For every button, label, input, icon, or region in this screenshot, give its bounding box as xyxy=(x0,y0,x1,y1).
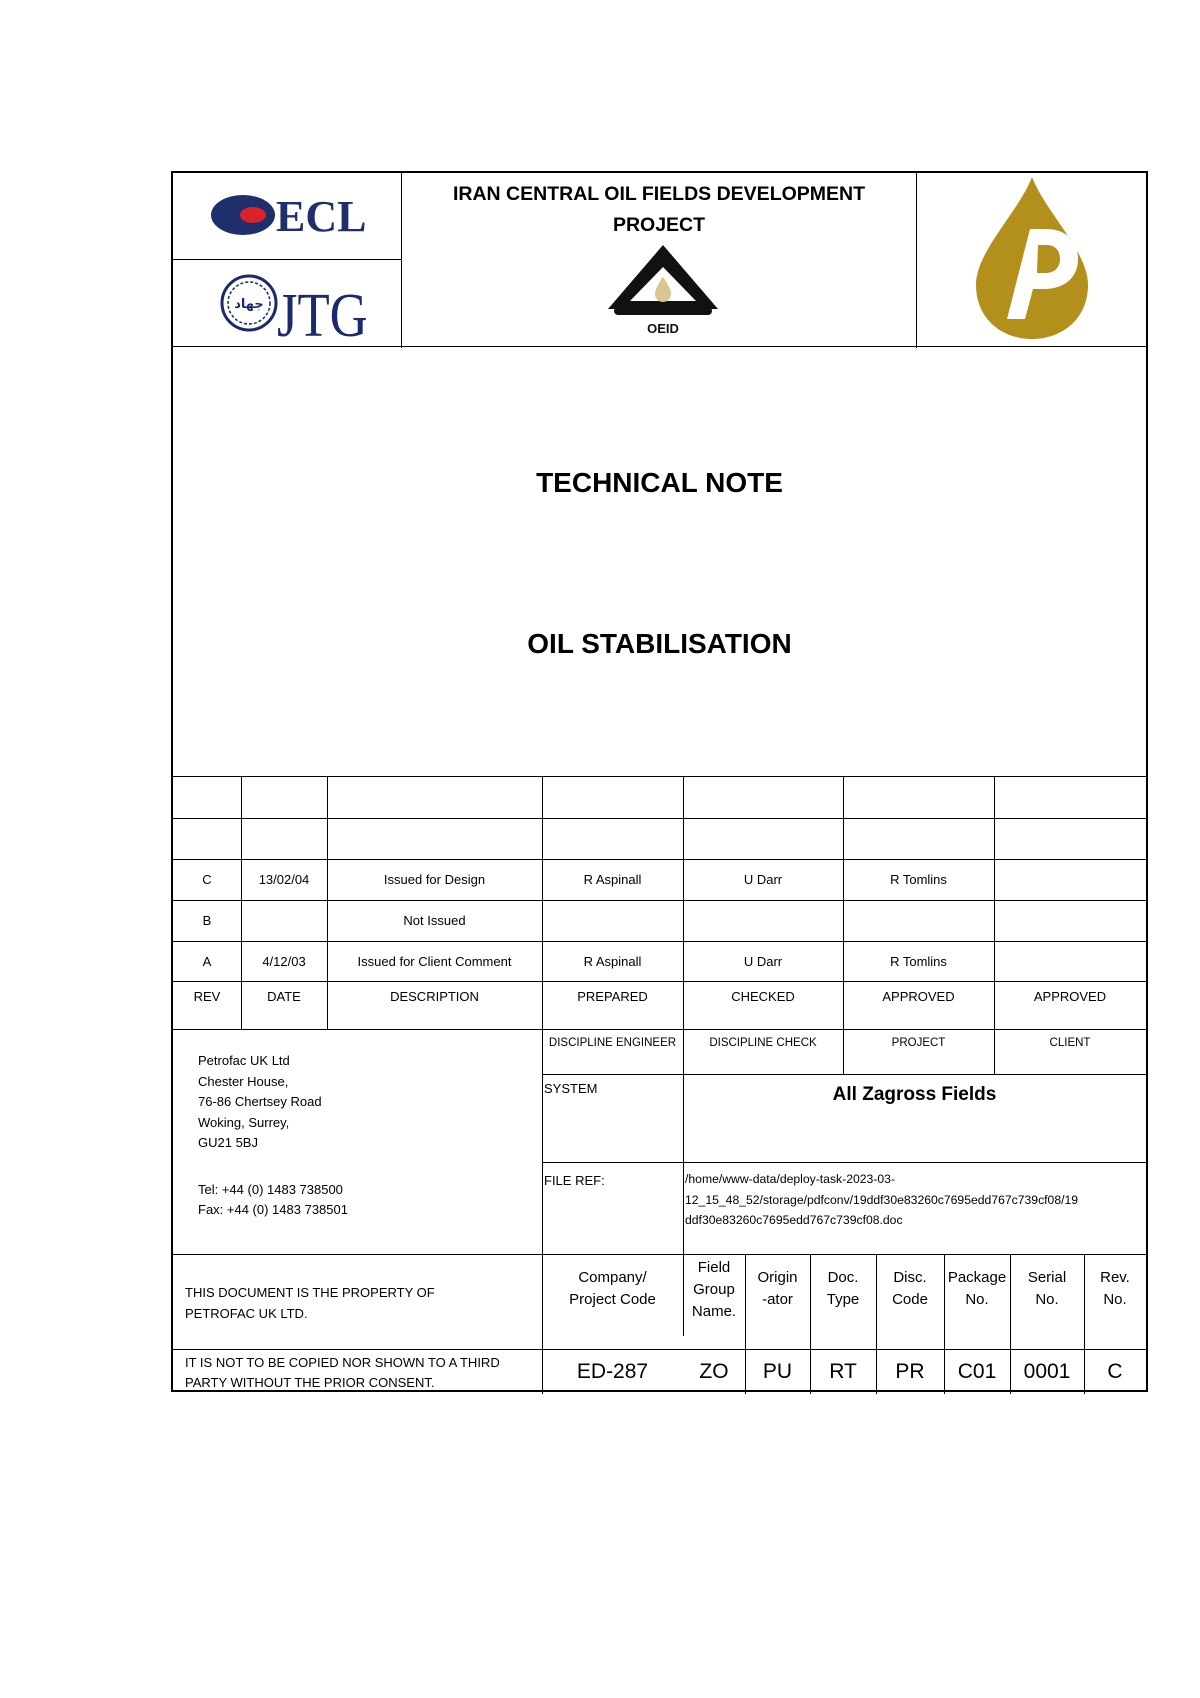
code-rev: C xyxy=(1107,1360,1123,1383)
code-header-line: Rev. xyxy=(1100,1269,1130,1286)
role-discipline-check: DISCIPLINE CHECK xyxy=(709,1037,817,1049)
revision-checked: U Darr xyxy=(743,953,783,969)
role-client: CLIENT xyxy=(1049,1037,1091,1049)
telephone: Tel: +44 (0) 1483 738500 xyxy=(198,1181,343,1197)
project-title-line: PROJECT xyxy=(612,214,706,236)
revision-rev: B xyxy=(202,913,212,928)
code-header-serial xyxy=(1010,1257,1084,1321)
code-header-line: No. xyxy=(1035,1291,1059,1308)
revision-header-date: DATE xyxy=(267,988,301,1004)
rule xyxy=(173,346,1146,347)
revision-checked: U Darr xyxy=(743,872,783,887)
revision-approved-client xyxy=(994,859,1146,900)
revision-approved: R Tomlins xyxy=(890,872,947,887)
code-header-rev xyxy=(1084,1257,1146,1321)
code-header-disc-code xyxy=(876,1257,944,1321)
revision-date: 4/12/03 xyxy=(262,953,306,969)
code-serial: 0001 xyxy=(1023,1360,1071,1383)
fax: Fax: +44 (0) 1483 738501 xyxy=(198,1202,348,1217)
code-header-line: Name. xyxy=(691,1303,737,1320)
code-header-line: Origin xyxy=(757,1269,798,1286)
ecl-logo xyxy=(173,173,401,259)
revision-date xyxy=(241,900,327,941)
document-type: TECHNICAL NOTE xyxy=(536,467,783,498)
code-header-field xyxy=(683,1257,745,1343)
revision-approved-client xyxy=(994,941,1146,981)
system-value: All Zagross Fields xyxy=(832,1084,997,1105)
revision-description: Issued for Design xyxy=(383,872,486,887)
revision-header-description: DESCRIPTION xyxy=(390,988,479,1004)
rule xyxy=(173,1254,1146,1255)
rule xyxy=(542,1162,1146,1163)
file-ref-line: 12_15_48_52/storage/pdfconv/19ddf30e83260c7695edd767c739cf08/19 xyxy=(685,1192,1079,1207)
revision-date: 13/02/04 xyxy=(258,872,310,887)
code-header-line: Package xyxy=(947,1269,1007,1286)
revision-prepared: R Aspinall xyxy=(583,953,642,969)
revision-header-approved: APPROVED xyxy=(882,988,955,1004)
role-project: PROJECT xyxy=(891,1037,946,1049)
revision-header-prepared: PREPARED xyxy=(577,988,648,1004)
petrofac-logo xyxy=(918,173,1146,345)
file-ref-line: /home/www-data/deploy-task-2023-03- xyxy=(685,1172,895,1186)
code-header-company xyxy=(542,1257,683,1321)
property-line: THIS DOCUMENT IS THE PROPERTY OF xyxy=(185,1285,435,1300)
revision-approved: R Tomlins xyxy=(890,953,947,969)
revision-header-rev: REV xyxy=(193,988,221,1004)
revision-prepared xyxy=(542,900,683,941)
revision-prepared: R Aspinall xyxy=(583,872,642,887)
code-header-originator xyxy=(745,1257,810,1321)
jtg-logo-text: JTG xyxy=(277,282,368,346)
code-header-line: Company/ xyxy=(578,1269,647,1286)
jehad-logo-text: جهاد xyxy=(234,297,264,312)
code-header-line: No. xyxy=(965,1291,989,1308)
project-title-line: IRAN CENTRAL OIL FIELDS DEVELOPMENT xyxy=(452,183,866,205)
rule xyxy=(173,776,1146,777)
code-originator: PU xyxy=(762,1360,793,1383)
system-label: SYSTEM xyxy=(544,1081,598,1096)
code-header-line: Group xyxy=(693,1281,735,1298)
project-title xyxy=(403,179,915,241)
revision-header-checked: CHECKED xyxy=(731,988,795,1004)
jtg-logo xyxy=(173,260,401,346)
rule xyxy=(173,818,1146,819)
copy-notice-line: PARTY WITHOUT THE PRIOR CONSENT. xyxy=(185,1374,435,1390)
code-company: ED-287 xyxy=(576,1360,649,1383)
oeid-logo xyxy=(606,241,726,345)
revision-approved-client xyxy=(994,900,1146,941)
code-header-doc-type xyxy=(810,1257,876,1321)
oeid-logo-text: OEID xyxy=(647,321,679,336)
code-header-line: Type xyxy=(826,1291,860,1308)
property-statement xyxy=(185,1283,435,1324)
code-header-line: Code xyxy=(892,1291,928,1308)
address-line: GU21 5BJ xyxy=(198,1135,258,1150)
code-header-line: No. xyxy=(1103,1291,1127,1308)
revision-header-approved-client: APPROVED xyxy=(1033,988,1107,1004)
code-header-line: -ator xyxy=(762,1291,793,1308)
code-header-line: Serial xyxy=(1027,1269,1067,1286)
code-header-line: Disc. xyxy=(893,1269,927,1286)
address-line: Petrofac UK Ltd xyxy=(198,1053,290,1068)
code-header-line: Project Code xyxy=(569,1291,656,1308)
code-header-line: Doc. xyxy=(827,1269,859,1286)
role-discipline-engineer: DISCIPLINE ENGINEER xyxy=(548,1037,677,1049)
revision-description: Issued for Client Comment xyxy=(357,953,512,969)
revision-approved xyxy=(843,900,994,941)
rule xyxy=(401,173,402,348)
file-ref-path xyxy=(685,1169,1145,1231)
document-title: OIL STABILISATION xyxy=(527,628,792,659)
copy-notice xyxy=(185,1353,500,1392)
rule xyxy=(916,173,917,348)
address-line: Woking, Surrey, xyxy=(198,1114,290,1130)
title-sheet xyxy=(171,171,1148,1392)
code-package: C01 xyxy=(957,1360,997,1383)
code-disc: PR xyxy=(895,1360,925,1383)
revision-checked xyxy=(683,900,843,941)
code-header-line: Field xyxy=(697,1259,731,1276)
file-ref-label: FILE REF: xyxy=(544,1173,605,1188)
company-address xyxy=(198,1051,528,1221)
copy-notice-line: IT IS NOT TO BE COPIED NOR SHOWN TO A THIRD xyxy=(185,1355,500,1370)
revision-rev: C xyxy=(202,872,212,887)
address-line: Chester House, xyxy=(198,1073,289,1089)
file-ref-line: ddf30e83260c7695edd767c739cf08.doc xyxy=(685,1213,903,1227)
property-line: PETROFAC UK LTD. xyxy=(185,1305,308,1321)
code-header-package xyxy=(944,1257,1010,1321)
code-field: ZO xyxy=(699,1360,729,1383)
code-doc-type: RT xyxy=(829,1360,857,1383)
address-line: 76-86 Chertsey Road xyxy=(198,1094,322,1109)
revision-rev: A xyxy=(202,953,212,969)
revision-description: Not Issued xyxy=(403,913,466,928)
ecl-logo-text: ECL xyxy=(276,192,367,241)
